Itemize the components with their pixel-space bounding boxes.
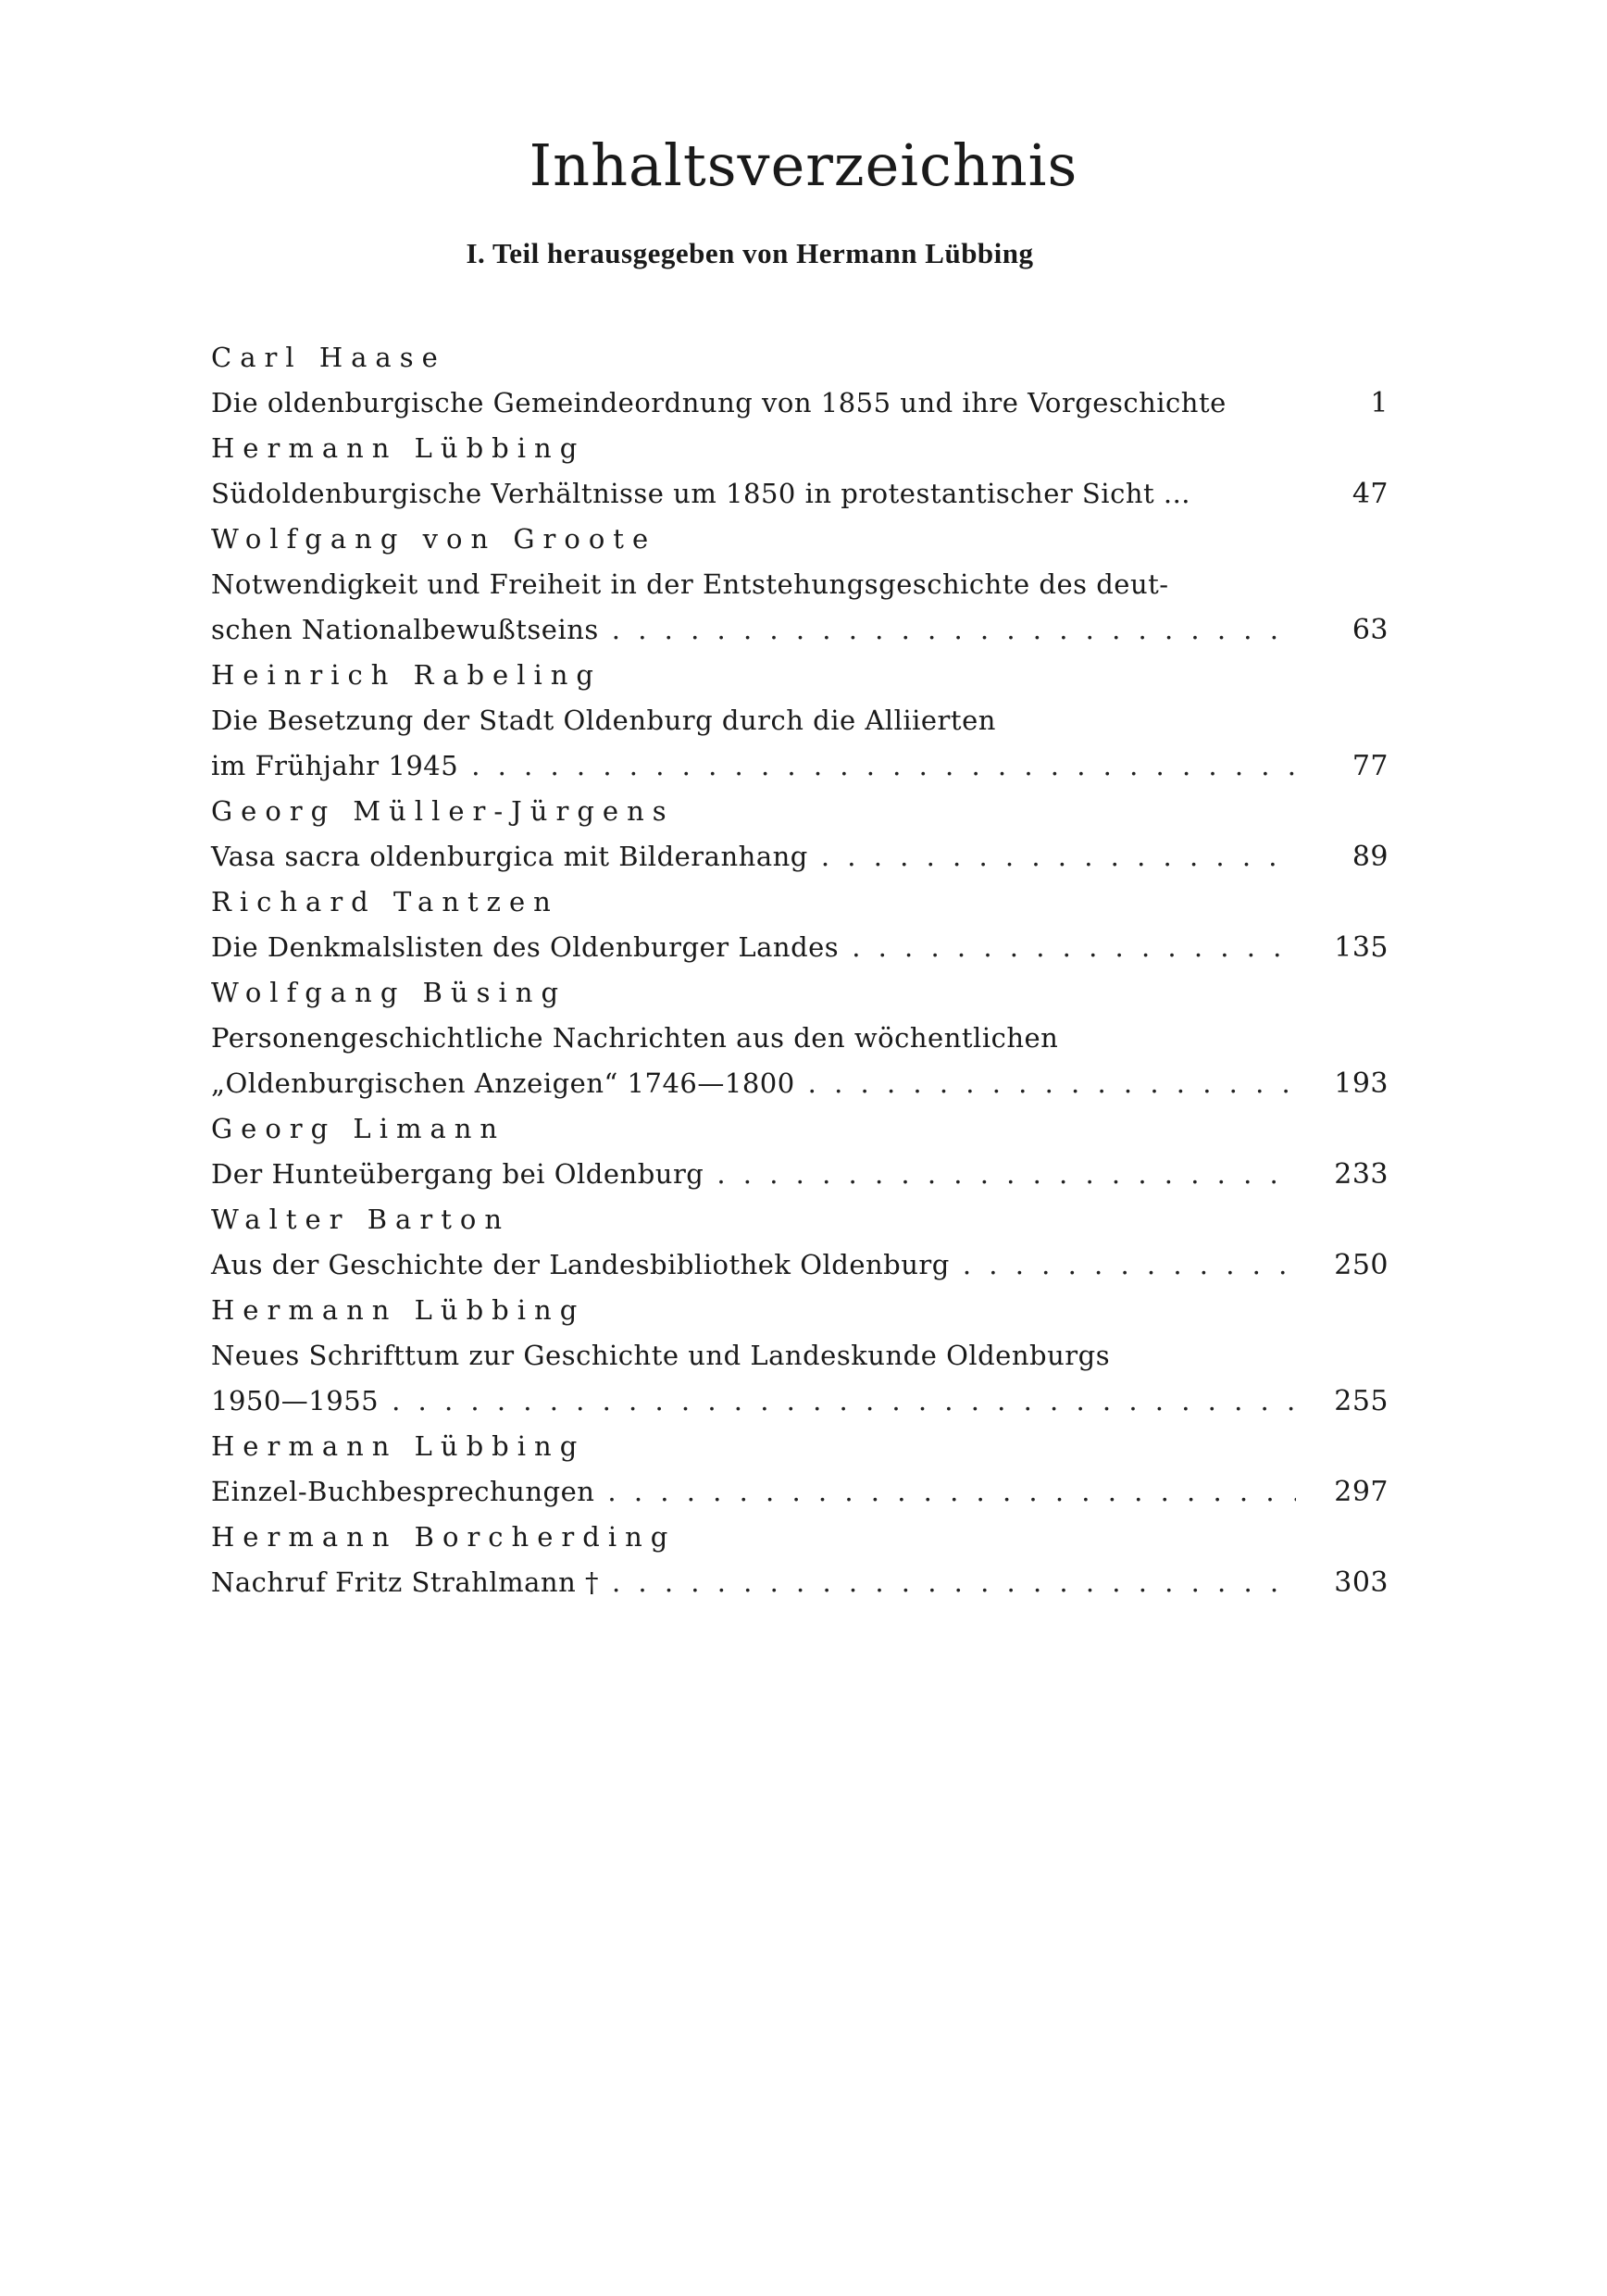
page-number: 193 bbox=[1334, 1067, 1389, 1100]
entry-title-text: Die oldenburgische Gemeindeordnung von 1855 und ihre Vorgeschichte bbox=[211, 387, 1227, 418]
dot-leader bbox=[821, 834, 1296, 880]
toc-entry bbox=[211, 880, 1389, 970]
entry-title-text: Der Hunteübergang bei Oldenburg bbox=[211, 1158, 704, 1190]
dot-leader bbox=[612, 1560, 1296, 1605]
page-number: 303 bbox=[1334, 1566, 1389, 1599]
entry-title-line bbox=[211, 1016, 1389, 1061]
entry-title-text: Vasa sacra oldenburgica mit Bilderanhang bbox=[211, 841, 808, 872]
entry-title-line bbox=[211, 698, 1389, 743]
page-number: 47 bbox=[1352, 478, 1389, 510]
toc-entry bbox=[211, 1288, 1389, 1424]
entry-title-text: 1950—1955 bbox=[211, 1385, 380, 1416]
entry-title-text: Nachruf Fritz Strahlmann † bbox=[211, 1566, 599, 1598]
entry-title-text: Aus der Geschichte der Landesbibliothek Oldenburg bbox=[211, 1249, 950, 1280]
entry-title-text: Südoldenburgische Verhältnisse um 1850 in protestantischer Sicht ... bbox=[211, 478, 1191, 509]
entry-author: Richard Tantzen bbox=[211, 886, 559, 917]
toc-entry bbox=[211, 335, 1389, 426]
entry-title-line bbox=[211, 607, 1389, 653]
page-number: 1 bbox=[1370, 387, 1389, 419]
entry-author: Georg Müller-Jürgens bbox=[211, 795, 675, 827]
table-of-contents bbox=[211, 335, 1389, 1605]
dot-leader bbox=[607, 1469, 1296, 1515]
entry-title-text: im Frühjahr 1945 bbox=[211, 750, 459, 781]
toc-entry bbox=[211, 517, 1389, 653]
dot-leader bbox=[612, 607, 1296, 653]
entry-author: Georg Limann bbox=[211, 1113, 506, 1144]
entry-title-text: Die Denkmalslisten des Oldenburger Landes bbox=[211, 931, 840, 963]
page-number: 89 bbox=[1352, 841, 1389, 873]
entry-title-text: „Oldenburgischen Anzeigen“ 1746—1800 bbox=[211, 1067, 795, 1099]
entry-title-line bbox=[211, 1061, 1389, 1106]
entry-title-line bbox=[211, 925, 1389, 970]
toc-entry bbox=[211, 653, 1389, 789]
entry-author: Hermann Lübbing bbox=[211, 1294, 586, 1326]
entry-title-line bbox=[211, 1333, 1389, 1379]
page-number: 255 bbox=[1334, 1385, 1389, 1417]
entry-title-text: Personengeschichtliche Nachrichten aus den wöchentlichen bbox=[211, 1022, 1059, 1054]
toc-entry bbox=[211, 970, 1389, 1106]
page-number: 250 bbox=[1334, 1249, 1389, 1281]
dot-leader bbox=[808, 1061, 1296, 1106]
entry-author: Wolfgang Büsing bbox=[211, 977, 567, 1008]
page-number: 63 bbox=[1352, 614, 1389, 646]
entry-title-line bbox=[211, 1152, 1389, 1197]
entry-title-line bbox=[211, 743, 1389, 789]
page-number: 297 bbox=[1334, 1476, 1389, 1508]
dot-leader bbox=[963, 1242, 1296, 1288]
entry-author: Hermann Lübbing bbox=[211, 1430, 586, 1462]
entry-title-text: schen Nationalbewußtseins bbox=[211, 614, 599, 645]
entry-title-line bbox=[211, 1469, 1389, 1515]
entry-title-line bbox=[211, 1242, 1389, 1288]
entry-author: Wolfgang von Groote bbox=[211, 523, 657, 555]
entry-title-line bbox=[211, 1560, 1389, 1605]
toc-entry bbox=[211, 1515, 1389, 1605]
entry-title-line bbox=[211, 834, 1389, 880]
page-number: 77 bbox=[1352, 750, 1389, 782]
entry-title-line bbox=[211, 1379, 1389, 1424]
entry-title-line bbox=[211, 562, 1389, 607]
dot-leader bbox=[471, 743, 1296, 789]
page-title: Inhaltsverzeichnis bbox=[529, 131, 1078, 199]
entry-author: Heinrich Rabeling bbox=[211, 659, 602, 691]
entry-title-text: Die Besetzung der Stadt Oldenburg durch die Alliierten bbox=[211, 705, 996, 736]
toc-entry bbox=[211, 426, 1389, 517]
entry-title-text: Notwendigkeit und Freiheit in der Entstehungsgeschichte des deut- bbox=[211, 568, 1169, 600]
page-number: 233 bbox=[1334, 1158, 1389, 1191]
entry-author: Hermann Lübbing bbox=[211, 432, 586, 464]
entry-author: Carl Haase bbox=[211, 342, 446, 373]
dot-leader bbox=[716, 1152, 1296, 1197]
dot-leader bbox=[852, 925, 1296, 970]
entry-author: Hermann Borcherding bbox=[211, 1521, 677, 1553]
part-heading: I. Teil herausgegeben von Hermann Lübbing bbox=[466, 237, 1034, 269]
entry-author: Walter Barton bbox=[211, 1204, 511, 1235]
entry-title-text: Einzel-Buchbesprechungen bbox=[211, 1476, 595, 1507]
entry-title-text: Neues Schrifttum zur Geschichte und Landeskunde Oldenburgs bbox=[211, 1340, 1111, 1371]
toc-entry bbox=[211, 789, 1389, 880]
page-number: 135 bbox=[1334, 931, 1389, 964]
toc-entry bbox=[211, 1106, 1389, 1197]
toc-entry bbox=[211, 1424, 1389, 1515]
entry-title-line bbox=[211, 471, 1389, 517]
entry-title-line bbox=[211, 381, 1389, 426]
toc-entry bbox=[211, 1197, 1389, 1288]
dot-leader bbox=[392, 1379, 1296, 1424]
